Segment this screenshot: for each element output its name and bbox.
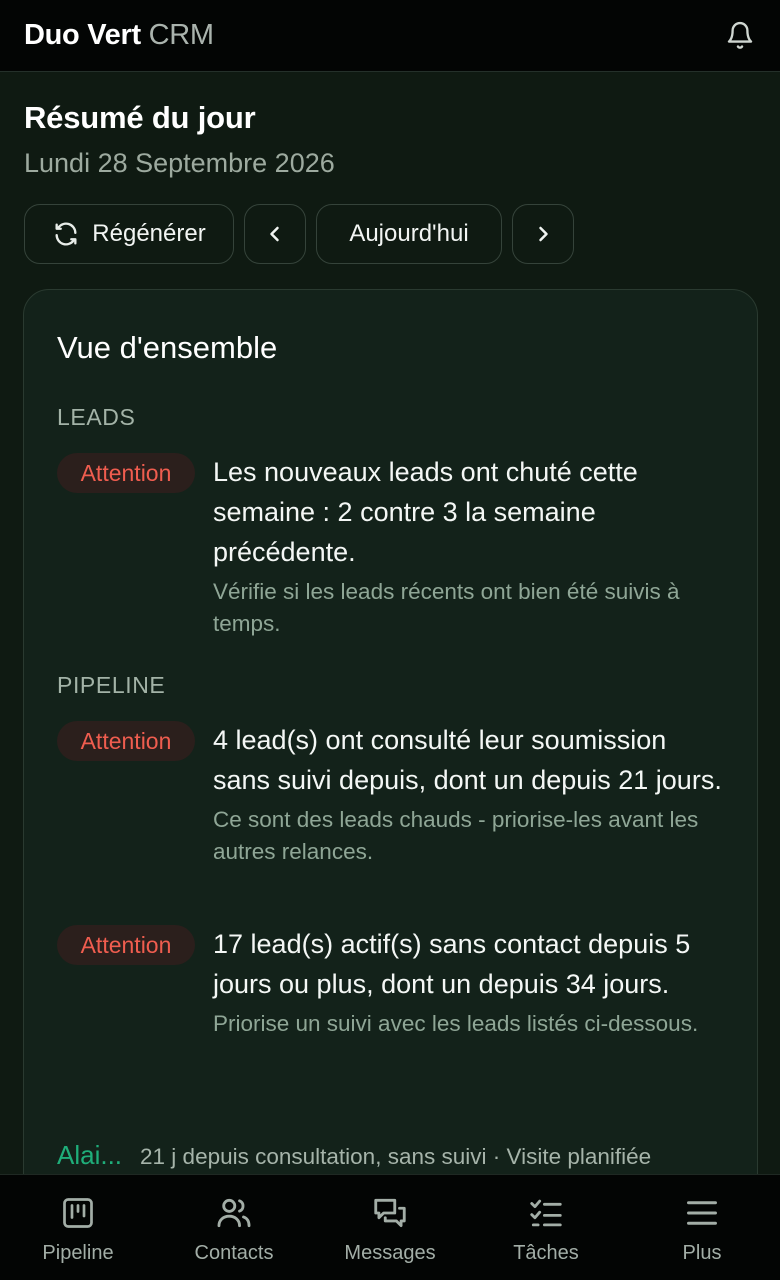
pipeline-board-icon <box>58 1193 98 1233</box>
insight-item <box>57 452 727 640</box>
brand-suffix: CRM <box>148 19 214 51</box>
notifications-button[interactable] <box>720 16 760 56</box>
today-button[interactable] <box>316 204 502 264</box>
refresh-icon <box>52 220 80 248</box>
attention-badge: Attention <box>57 925 195 965</box>
nav-label: Contacts <box>194 1242 274 1264</box>
tasks-list-icon <box>526 1193 566 1233</box>
brand-name: Duo Vert <box>24 19 141 51</box>
lead-name-link[interactable]: Alai... <box>57 1140 123 1170</box>
today-label: Aujourd'hui <box>349 220 469 247</box>
lead-meta: 21 j depuis consultation, sans suivi · Visite planifiée <box>140 1144 652 1169</box>
overview-card <box>23 289 758 1239</box>
messages-icon <box>370 1193 410 1233</box>
insight-hint: Ce sont des leads chauds - priorise-les avant les autres relances. <box>213 807 699 864</box>
nav-item-messages[interactable] <box>312 1175 468 1280</box>
bell-icon <box>725 20 755 52</box>
date-toolbar <box>24 204 574 264</box>
page-title: Résumé du jour <box>24 100 256 135</box>
users-icon <box>214 1193 254 1233</box>
bottom-nav <box>0 1174 780 1280</box>
insight-hint: Vérifie si les leads récents ont bien été suivis à temps. <box>213 579 680 636</box>
insight-text: 4 lead(s) ont consulté leur soumission sans suivi depuis, dont un depuis 21 jours. <box>213 725 722 795</box>
nav-item-more[interactable] <box>624 1175 780 1280</box>
insight-text: 17 lead(s) actif(s) sans contact depuis 5 jours ou plus, dont un depuis 34 jours. <box>213 929 691 999</box>
attention-badge: Attention <box>57 453 195 493</box>
chevron-left-icon <box>263 222 287 246</box>
nav-item-tasks[interactable] <box>468 1175 624 1280</box>
chevron-right-icon <box>531 222 555 246</box>
nav-label: Tâches <box>513 1242 579 1264</box>
section-label-pipeline: PIPELINE <box>57 672 166 698</box>
previous-day-button[interactable] <box>244 204 306 264</box>
brand-logo[interactable] <box>24 19 214 52</box>
nav-item-pipeline[interactable] <box>0 1175 156 1280</box>
lead-list-item[interactable] <box>57 1140 737 1171</box>
insight-body <box>213 720 727 868</box>
nav-label: Pipeline <box>42 1242 114 1264</box>
insight-text: Les nouveaux leads ont chuté cette semaine : 2 contre 3 la semaine précédente. <box>213 457 638 567</box>
nav-item-contacts[interactable] <box>156 1175 312 1280</box>
page-date: Lundi 28 Septembre 2026 <box>24 148 335 178</box>
insight-body <box>213 924 727 1040</box>
next-day-button[interactable] <box>512 204 574 264</box>
nav-label: Messages <box>344 1242 436 1264</box>
section-label-leads: LEADS <box>57 404 136 430</box>
insight-item <box>57 924 727 1040</box>
top-bar <box>0 0 780 72</box>
insight-item <box>57 720 727 868</box>
insight-hint: Priorise un suivi avec les leads listés ci-dessous. <box>213 1011 699 1036</box>
insight-body <box>213 452 727 640</box>
regenerate-button[interactable] <box>24 204 234 264</box>
page-header <box>24 100 756 179</box>
attention-badge: Attention <box>57 721 195 761</box>
nav-label: Plus <box>682 1242 722 1264</box>
regenerate-label: Régénérer <box>92 220 206 247</box>
overview-title: Vue d'ensemble <box>57 330 278 365</box>
menu-icon <box>682 1193 722 1233</box>
